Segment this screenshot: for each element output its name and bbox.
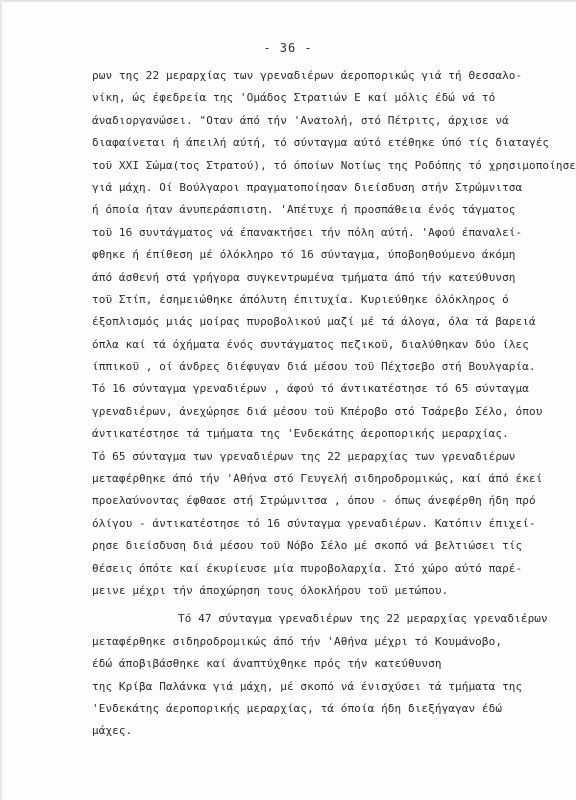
- text-line: Τό 65 σύνταγμα των γρεναδιέρων της 22 μεραρχίας των γρεναδιέρων: [92, 449, 516, 463]
- text-line: έξοπλισμός μιάς μοίρας πυροβολικού μαζί μέ τά άλογα, όλα τά βαρειά: [92, 315, 536, 329]
- text-line: ίππικοϋ , οί άνδρες διέφυγαν διά μέσου τοϋ Πέχτσεβο στή Βουλγαρία.: [92, 360, 536, 374]
- text-line: άντικατέστησε τά τμήματα της 'Ενδεκάτης άεροπορικής μεραρχίας.: [92, 427, 509, 441]
- text-line: μάχες.: [92, 724, 133, 738]
- document-body: [92, 69, 576, 748]
- text-line: έδώ άποβιβάσθηκε καί άναπτύχθηκε πρός τήν κατεύθυνση: [92, 657, 442, 671]
- text-line: ή όποία ήταν άνυπεράσπιστη. 'Απέτυχε ή προσπάθεια ένός τάγματος: [92, 203, 516, 217]
- scan-edge-left: [0, 0, 3, 800]
- text-line: γρεναδιέρων, άνεχώρησε διά μέσου τοϋ Κπέροβο στό Τσάρεβο Σέλο, όπου: [92, 404, 543, 418]
- text-line: μεταφέρθηκε σιδηροδρομικώς άπό τήν 'Αθήνα μέχρι τό Κουμάνοβο,: [92, 634, 503, 648]
- text-line-paragraph-start: Τό 47 σύνταγμα γρεναδιέρων της 22 μεραρχίας γρεναδιέρων: [178, 612, 548, 626]
- text-line: ρων της 22 μεραρχίας των γρεναδιέρων άεροπορικώς γιά τή Θεσσαλο-: [92, 69, 523, 82]
- text-line: νίκη, ώς έφεδρεία της 'Ομάδος Στρατιών Ε καί μόλις έδώ νά τό: [92, 91, 496, 105]
- text-line: τοϋ 16 συντάγματος νά έπανακτήσει τήν πόλη αύτή. 'Αφού έπαναλεί-: [92, 225, 523, 239]
- text-line: όπλα καί τά όχήματα ένός συντάγματος πεζικοϋ, διαλύθηκαν δύο ίλες: [92, 337, 529, 351]
- text-line: μεταφέρθηκε άπό τήν 'Αθήνα στό Γευγελή σιδηροδρομικώς, καί άπό έκεί: [92, 472, 543, 486]
- text-line: μεινε μέχρι τήν άποχώρηση τους όλοκλήρου τοϋ μετώπου.: [92, 583, 449, 597]
- page-number: - 36 -: [263, 41, 313, 55]
- text-line: γιά μάχη. Οί Βούλγαροι πραγματοποίησαν διείσδυση στήν Στρώμνιτσα: [92, 180, 523, 194]
- text-line: φθηκε ή έπίθεση μέ όλόκληρο τό 16 σύνταγμα, ύποβοηθούμενο άκόμη: [92, 248, 516, 262]
- text-line: θέσεις όπότε καί έκυρίευσε μία πυροβολαρχία. Στό χώρο αύτό παρέ-: [92, 561, 523, 575]
- text-line: προελαύνοντας έφθασε στή Στρώμνιτσα , όπου - όπως άνεφέρθη ήδη πρό: [92, 494, 536, 508]
- text-line: άναδιοργανώσει. "Οταν άπό τήν 'Ανατολή, στό Πέτριτς, άρχισε νά: [92, 113, 509, 127]
- text-line: όλίγου - άντικατέστησε τό 16 σύνταγμα γρεναδιέρων. Κατόπιν έπιχεί-: [92, 516, 536, 530]
- text-line: διαφαίνεται ή άπειλή αύτή, τό σύνταγμα αύτό ετέθηκε ύπό τίς διαταγές: [92, 136, 550, 150]
- text-line: τοϋ XXI Σώμα(τος Στρατού), τό όποίων Νοτίως της Ροδόπης τό χρησιμοποίησε: [92, 158, 576, 172]
- scan-edge-top: [0, 0, 576, 3]
- text-line: Τό 16 σύνταγμα γρεναδιέρων , άφού τό άντικατέστησε τό 65 σύνταγμα: [92, 382, 529, 396]
- text-line: άπό άσθενή στά γρήγορα συγκεντρωμένα τμήματα άπό τήν κατεύθυνση: [92, 270, 516, 284]
- text-line: τοϋ Στίπ, έσημειώθηκε άπόλυτη έπιτυχία. Κυριεύθηκε όλόκληρος ό: [92, 292, 509, 306]
- text-line: ρησε διείσδυση διά μέσου τοϋ Νόβο Σέλο μέ σκοπό νά βελτιώσει τίς: [92, 539, 523, 553]
- text-line: 'Ενδεκάτης άεροπορικής μεραρχίας, τά όποία ήδη διεξήγαγαν έδώ: [92, 701, 503, 715]
- text-line: της Κρίβα Παλάνκα γιά μάχη, μέ σκοπό νά ένισχύσει τά τμήματα της: [92, 679, 523, 693]
